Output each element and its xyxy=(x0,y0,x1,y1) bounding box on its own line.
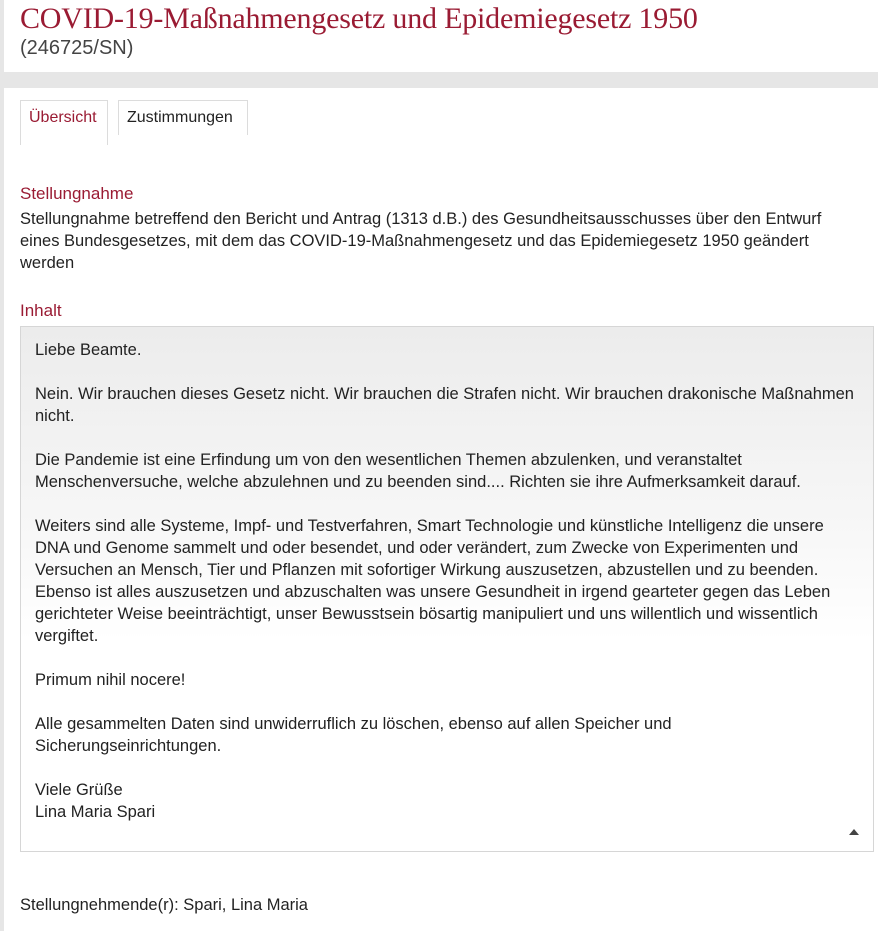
tab-zustimmungen[interactable]: Zustimmungen xyxy=(118,100,248,135)
letter-paragraph: Liebe Beamte. xyxy=(35,341,142,359)
inhalt-box xyxy=(20,326,874,852)
letter-paragraph: Alle gesammelten Daten sind unwiderruflich zu löschen, ebenso auf allen Speicher und Sicherungseinrichtungen. xyxy=(35,715,672,755)
letter-signature: Lina Maria Spari xyxy=(35,803,156,821)
stellungnahme-text: Stellungnahme betreffend den Bericht und Antrag (1313 d.B.) des Gesundheitsausschusses über den Entwurf eines Bundesgesetzes, mit dem das COVID-19-Maßnahmengesetz und das Epidemiegesetz 1950 geändert werden xyxy=(20,210,822,272)
author-line: Stellungnehmende(r): Spari, Lina Maria xyxy=(20,896,308,914)
letter-paragraph: Primum nihil nocere! xyxy=(35,671,186,689)
content-card xyxy=(4,88,878,931)
letter-closing: Viele Grüße xyxy=(35,781,123,799)
page-title: COVID-19-Maßnahmengesetz und Epidemiegesetz 1950 xyxy=(20,2,698,35)
tab-uebersicht[interactable]: Übersicht xyxy=(20,100,108,145)
page-subtitle: (246725/SN) xyxy=(20,37,134,59)
letter-paragraph: Weiters sind alle Systeme, Impf- und Testverfahren, Smart Technologie und künstliche Intelligenz die unsere DNA und Genome sammelt und oder besendet, und oder verändert, zum Zwecke von Experimenten und Versuchen an Mensch, Tier und Pflanzen mit sofortiger Wirkung auszusetzen, abzustellen und zu beenden. Ebenso ist alles auszusetzen und abzuschalten was unsere Gesundheit in irgend gearteter gegen das Leben gerichteter Weise beeinträchtigt, unser Bewusstsein bösartig manipuliert und uns willentlich und wissentlich vergiftet. xyxy=(35,517,831,645)
inhalt-heading: Inhalt xyxy=(20,301,62,320)
letter-paragraph: Die Pandemie ist eine Erfindung um von den wesentlichen Themen abzulenken, und veranstaltet Menschenversuche, welche abzulehnen und zu beenden sind.... Richten sie ihre Aufmerksamkeit darauf. xyxy=(35,451,801,491)
header-card xyxy=(4,0,878,72)
letter-paragraph: Nein. Wir brauchen dieses Gesetz nicht. Wir brauchen die Strafen nicht. Wir brauchen drakonische Maßnahmen nicht. xyxy=(35,385,854,425)
triangle-up-icon[interactable] xyxy=(849,829,859,835)
stellungnahme-heading: Stellungnahme xyxy=(20,184,134,203)
letter-body xyxy=(35,339,855,823)
